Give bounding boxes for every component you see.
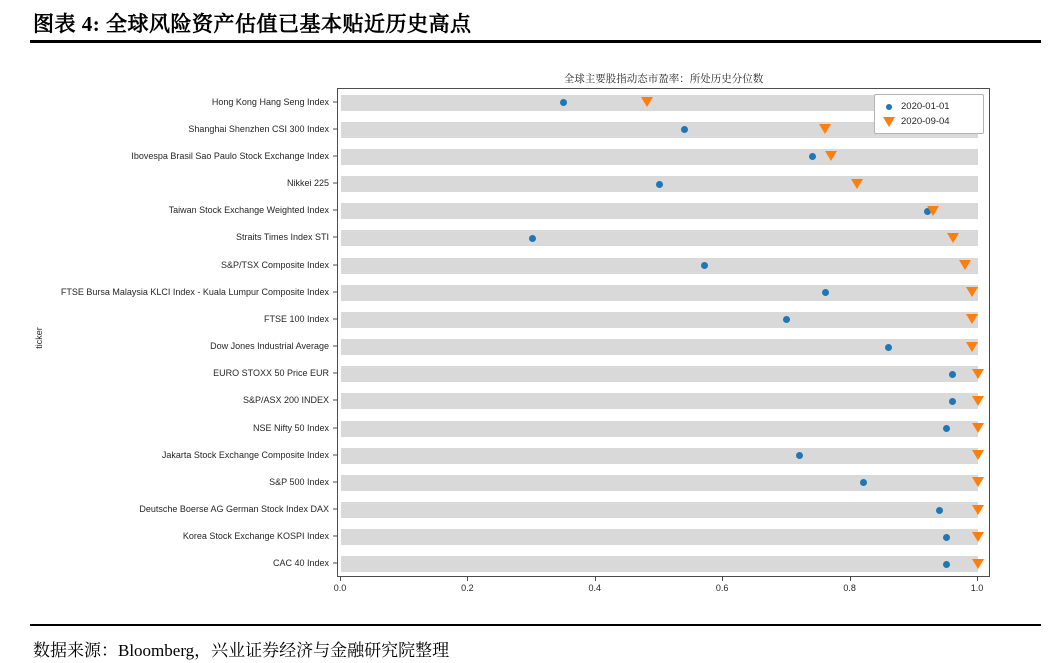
y-tick-label: Straits Times Index STI [235, 232, 329, 243]
x-tick-label: 0.4 [588, 583, 602, 593]
y-tick-label: FTSE Bursa Malaysia KLCI Index - Kuala Lumpur Composite Index [60, 286, 329, 297]
chart-title: 全球主要股指动态市盈率：所处历史分位数 [563, 73, 764, 85]
background-bar [341, 366, 978, 382]
x-tick-mark [977, 577, 978, 581]
y-tick-mark [333, 454, 337, 455]
x-tick-label: 0.0 [333, 583, 347, 593]
data-source: 数据来源：Bloomberg，兴业证券经济与金融研究院整理 [33, 641, 450, 660]
background-bar [341, 149, 978, 165]
marker-2020-09-04 [825, 151, 837, 161]
legend-entry [881, 99, 977, 114]
y-tick-label: EURO STOXX 50 Price EUR [213, 368, 329, 379]
y-tick-label: Taiwan Stock Exchange Weighted Index [168, 205, 329, 216]
y-tick-mark [333, 155, 337, 156]
y-tick-mark [333, 237, 337, 238]
y-tick-label: Dow Jones Industrial Average [210, 341, 329, 352]
marker-2020-01-01 [936, 507, 943, 514]
marker-2020-01-01 [943, 534, 950, 541]
chart-legend [874, 94, 984, 134]
y-axis-label: ticker [33, 327, 44, 349]
legend-label: 2020-09-04 [901, 116, 950, 127]
marker-2020-09-04 [966, 342, 978, 352]
marker-2020-09-04 [972, 477, 984, 487]
background-bar [341, 421, 978, 437]
y-tick-label: S&P/ASX 200 INDEX [242, 395, 329, 406]
plot-area [337, 88, 990, 577]
marker-2020-09-04 [851, 179, 863, 189]
marker-2020-09-04 [641, 97, 653, 107]
marker-2020-01-01 [943, 425, 950, 432]
header-divider [30, 40, 1041, 43]
y-tick-label: Ibovespa Brasil Sao Paulo Stock Exchange Index [131, 150, 329, 161]
x-tick-mark [595, 577, 596, 581]
y-tick-mark [333, 291, 337, 292]
background-bar [341, 203, 978, 219]
y-tick-mark [333, 183, 337, 184]
y-tick-mark [333, 210, 337, 211]
x-tick-label: 0.8 [843, 583, 856, 593]
x-tick-mark [340, 577, 341, 581]
y-tick-label: Deutsche Boerse AG German Stock Index DAX [139, 504, 329, 515]
y-tick-label: S&P/TSX Composite Index [220, 259, 329, 270]
marker-2020-09-04 [972, 505, 984, 515]
marker-2020-09-04 [966, 314, 978, 324]
y-tick-mark [333, 264, 337, 265]
marker-2020-01-01 [949, 398, 956, 405]
marker-2020-01-01 [822, 289, 829, 296]
y-tick-mark [333, 563, 337, 564]
background-bar [341, 258, 978, 274]
x-tick-mark [850, 577, 851, 581]
marker-2020-01-01 [701, 262, 708, 269]
y-tick-label: Shanghai Shenzhen CSI 300 Index [188, 123, 329, 134]
y-tick-mark [333, 373, 337, 374]
y-tick-mark [333, 427, 337, 428]
y-tick-label: NSE Nifty 50 Index [252, 422, 329, 433]
y-tick-label: Korea Stock Exchange KOSPI Index [182, 531, 329, 542]
marker-2020-01-01 [885, 344, 892, 351]
x-tick-label: 1.0 [970, 583, 984, 593]
marker-2020-01-01 [949, 371, 956, 378]
y-tick-mark [333, 509, 337, 510]
figure-caption: 图表 4: 全球风险资产估值已基本贴近历史高点 [33, 12, 472, 36]
y-tick-label: FTSE 100 Index [263, 313, 329, 324]
background-bar [341, 502, 978, 518]
y-tick-mark [333, 536, 337, 537]
marker-2020-09-04 [972, 450, 984, 460]
y-tick-label: Jakarta Stock Exchange Composite Index [161, 449, 329, 460]
y-tick-mark [333, 481, 337, 482]
y-tick-mark [333, 101, 337, 102]
background-bar [341, 339, 978, 355]
marker-2020-01-01 [529, 235, 536, 242]
background-bar [341, 556, 978, 572]
legend-label: 2020-01-01 [901, 101, 950, 112]
marker-2020-09-04 [972, 423, 984, 433]
x-tick-label: 0.2 [461, 583, 474, 593]
legend-entry [881, 114, 977, 129]
background-bar [341, 475, 978, 491]
legend-triangle [883, 117, 895, 127]
x-tick-mark [722, 577, 723, 581]
y-tick-mark [333, 400, 337, 401]
footer-divider [30, 624, 1041, 626]
marker-2020-09-04 [972, 396, 984, 406]
marker-2020-09-04 [819, 124, 831, 134]
circle-marker-icon [881, 104, 897, 110]
marker-2020-09-04 [927, 206, 939, 216]
background-bar [341, 230, 978, 246]
legend-dot [886, 104, 892, 110]
marker-2020-09-04 [972, 532, 984, 542]
marker-2020-01-01 [656, 181, 663, 188]
background-bar [341, 448, 978, 464]
marker-2020-09-04 [959, 260, 971, 270]
marker-2020-09-04 [966, 287, 978, 297]
marker-2020-09-04 [972, 369, 984, 379]
background-bar [341, 393, 978, 409]
y-tick-mark [333, 346, 337, 347]
y-tick-label: CAC 40 Index [272, 558, 329, 569]
y-tick-label: S&P 500 Index [269, 476, 329, 487]
y-tick-label: Hong Kong Hang Seng Index [211, 96, 329, 107]
background-bar [341, 529, 978, 545]
marker-2020-01-01 [943, 561, 950, 568]
x-tick-label: 0.6 [715, 583, 729, 593]
y-tick-label: Nikkei 225 [286, 178, 329, 189]
background-bar [341, 285, 978, 301]
x-tick-mark [467, 577, 468, 581]
background-bar [341, 312, 978, 328]
y-tick-mark [333, 128, 337, 129]
marker-2020-09-04 [972, 559, 984, 569]
y-tick-mark [333, 318, 337, 319]
triangle-down-marker-icon [881, 117, 897, 127]
marker-2020-09-04 [947, 233, 959, 243]
